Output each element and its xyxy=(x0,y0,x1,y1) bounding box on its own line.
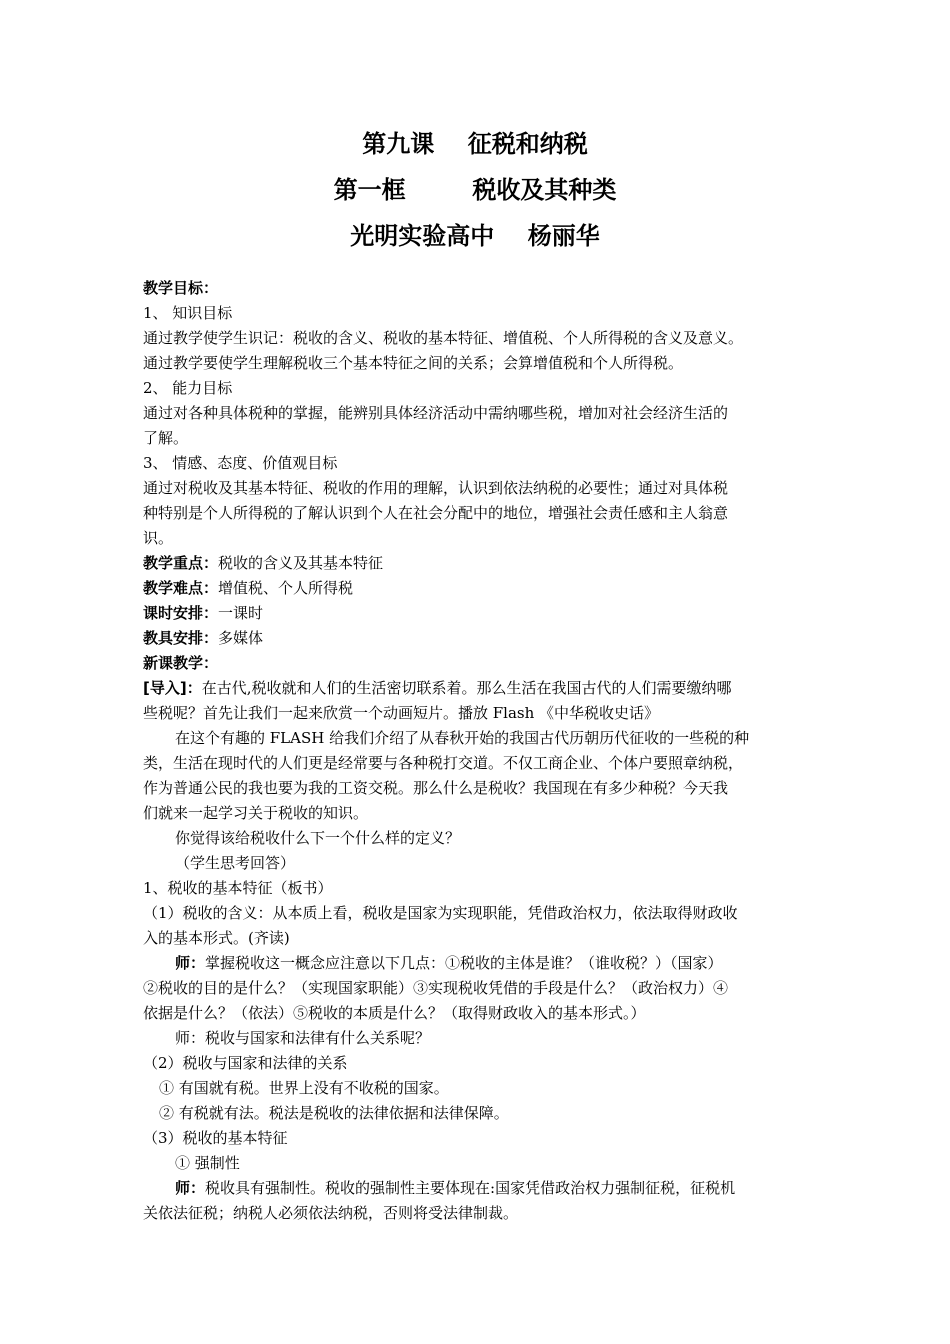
teacher-text: 税收具有强制性。税收的强制性主要体现在:国家凭借政治权力强制征税，征税机 xyxy=(205,1179,736,1197)
paragraph-line: 在这个有趣的 FLASH 给我们介绍了从春秋开始的我国古代历朝历代征收的一些税的种 xyxy=(175,729,750,747)
schedule-label: 课时安排： xyxy=(143,604,219,622)
teacher-label: 师： xyxy=(175,954,206,972)
list-item: ① 强制性 xyxy=(175,1154,240,1172)
tools-label: 教具安排： xyxy=(143,629,219,647)
subsection-heading: （2）税收与国家和法律的关系 xyxy=(143,1054,348,1072)
section-heading: 1、税收的基本特征（板书） xyxy=(143,879,333,897)
document-body xyxy=(143,276,813,1226)
schedule-line xyxy=(143,601,813,626)
ability-goal-heading: 2、 能力目标 xyxy=(143,379,233,397)
tools-text: 多媒体 xyxy=(218,629,264,647)
paragraph-line: 作为普通公民的我也要为我的工资交税。那么什么是税收？我国现在有多少种税？今天我 xyxy=(143,779,729,797)
paragraph-line: （1）税收的含义：从本质上看，税收是国家为实现职能，凭借政治权力，依法取得财政收 xyxy=(143,904,738,922)
paragraph-line: 关依法征税；纳税人必须依法纳税，否则将受法律制裁。 xyxy=(143,1204,519,1222)
paragraph-line: ②税收的目的是什么？（实现国家职能）③实现税收凭借的手段是什么？（政治权力）④ xyxy=(143,979,729,997)
title-block xyxy=(0,132,950,270)
teacher-label: 师： xyxy=(175,1179,206,1197)
paragraph-line: 通过教学要使学生理解税收三个基本特征之间的关系；会算增值税和个人所得税。 xyxy=(143,354,684,372)
paragraph-line: 种特别是个人所得税的了解认识到个人在社会分配中的地位，增强社会责任感和主人翁意 xyxy=(143,504,729,522)
paragraph-line: 入的基本形式。(齐读) xyxy=(143,929,290,947)
list-item: ② 有税就有法。税法是税收的法律依据和法律保障。 xyxy=(159,1104,509,1122)
lesson-title: 第九课 征税和纳税 xyxy=(362,130,588,158)
question-line: 你觉得该给税收什么下一个什么样的定义？ xyxy=(175,829,461,847)
values-goal-heading: 3、 情感、态度、价值观目标 xyxy=(143,454,338,472)
paragraph-line: 通过教学使学生识记：税收的含义、税收的基本特征、增值税、个人所得税的含义及意义。 xyxy=(143,329,744,347)
teacher-text: 掌握税收这一概念应注意以下几点：①税收的主体是谁？（谁收税？）（国家） xyxy=(205,954,723,972)
paragraph-line: 通过对税收及其基本特征、税收的作用的理解，认识到依法纳税的必要性；通过对具体税 xyxy=(143,479,729,497)
paragraph-line: 些税呢？首先让我们一起来欣赏一个动画短片。播放 Flash 《中华税收史话》 xyxy=(143,704,660,722)
difficulty-text: 增值税、个人所得税 xyxy=(218,579,354,597)
new-lesson-heading: 新课教学： xyxy=(143,654,219,672)
schedule-text: 一课时 xyxy=(218,604,264,622)
intro-text: 在古代,税收就和人们的生活密切联系着。那么生活在我国古代的人们需要缴纳哪 xyxy=(201,679,732,697)
paragraph-line: 依据是什么？（依法）⑤税收的本质是什么？（取得财政收入的基本形式。） xyxy=(143,1004,646,1022)
paragraph-line: 们就来一起学习关于税收的知识。 xyxy=(143,804,369,822)
paragraph-line: 通过对各种具体税种的掌握，能辨别具体经济活动中需纳哪些税，增加对社会经济生活的 xyxy=(143,404,729,422)
intro-line xyxy=(143,676,813,701)
difficulty-label: 教学难点： xyxy=(143,579,219,597)
tools-line xyxy=(143,626,813,651)
subsection-heading: （3）税收的基本特征 xyxy=(143,1129,288,1147)
teacher-question: 师：税收与国家和法律有什么关系呢？ xyxy=(175,1029,431,1047)
author-line: 光明实验高中 杨丽华 xyxy=(350,222,600,250)
student-note: （学生思考回答） xyxy=(175,854,296,872)
key-point-text: 税收的含义及其基本特征 xyxy=(218,554,384,572)
paragraph-line: 识。 xyxy=(143,529,174,547)
objectives-heading: 教学目标： xyxy=(143,279,219,297)
teacher-line xyxy=(143,1176,813,1201)
paragraph-line: 类，生活在现时代的人们更是经常要与各种税打交道。不仅工商企业、个体户要照章纳税， xyxy=(143,754,744,772)
difficulty-line xyxy=(143,576,813,601)
key-point-line xyxy=(143,551,813,576)
list-item: ① 有国就有税。世界上没有不收税的国家。 xyxy=(159,1079,449,1097)
frame-title: 第一框 税收及其种类 xyxy=(333,176,617,204)
key-point-label: 教学重点： xyxy=(143,554,219,572)
teacher-line xyxy=(143,951,813,976)
knowledge-goal-heading: 1、 知识目标 xyxy=(143,304,233,322)
intro-label: [导入]： xyxy=(143,679,202,697)
paragraph-line: 了解。 xyxy=(143,429,189,447)
